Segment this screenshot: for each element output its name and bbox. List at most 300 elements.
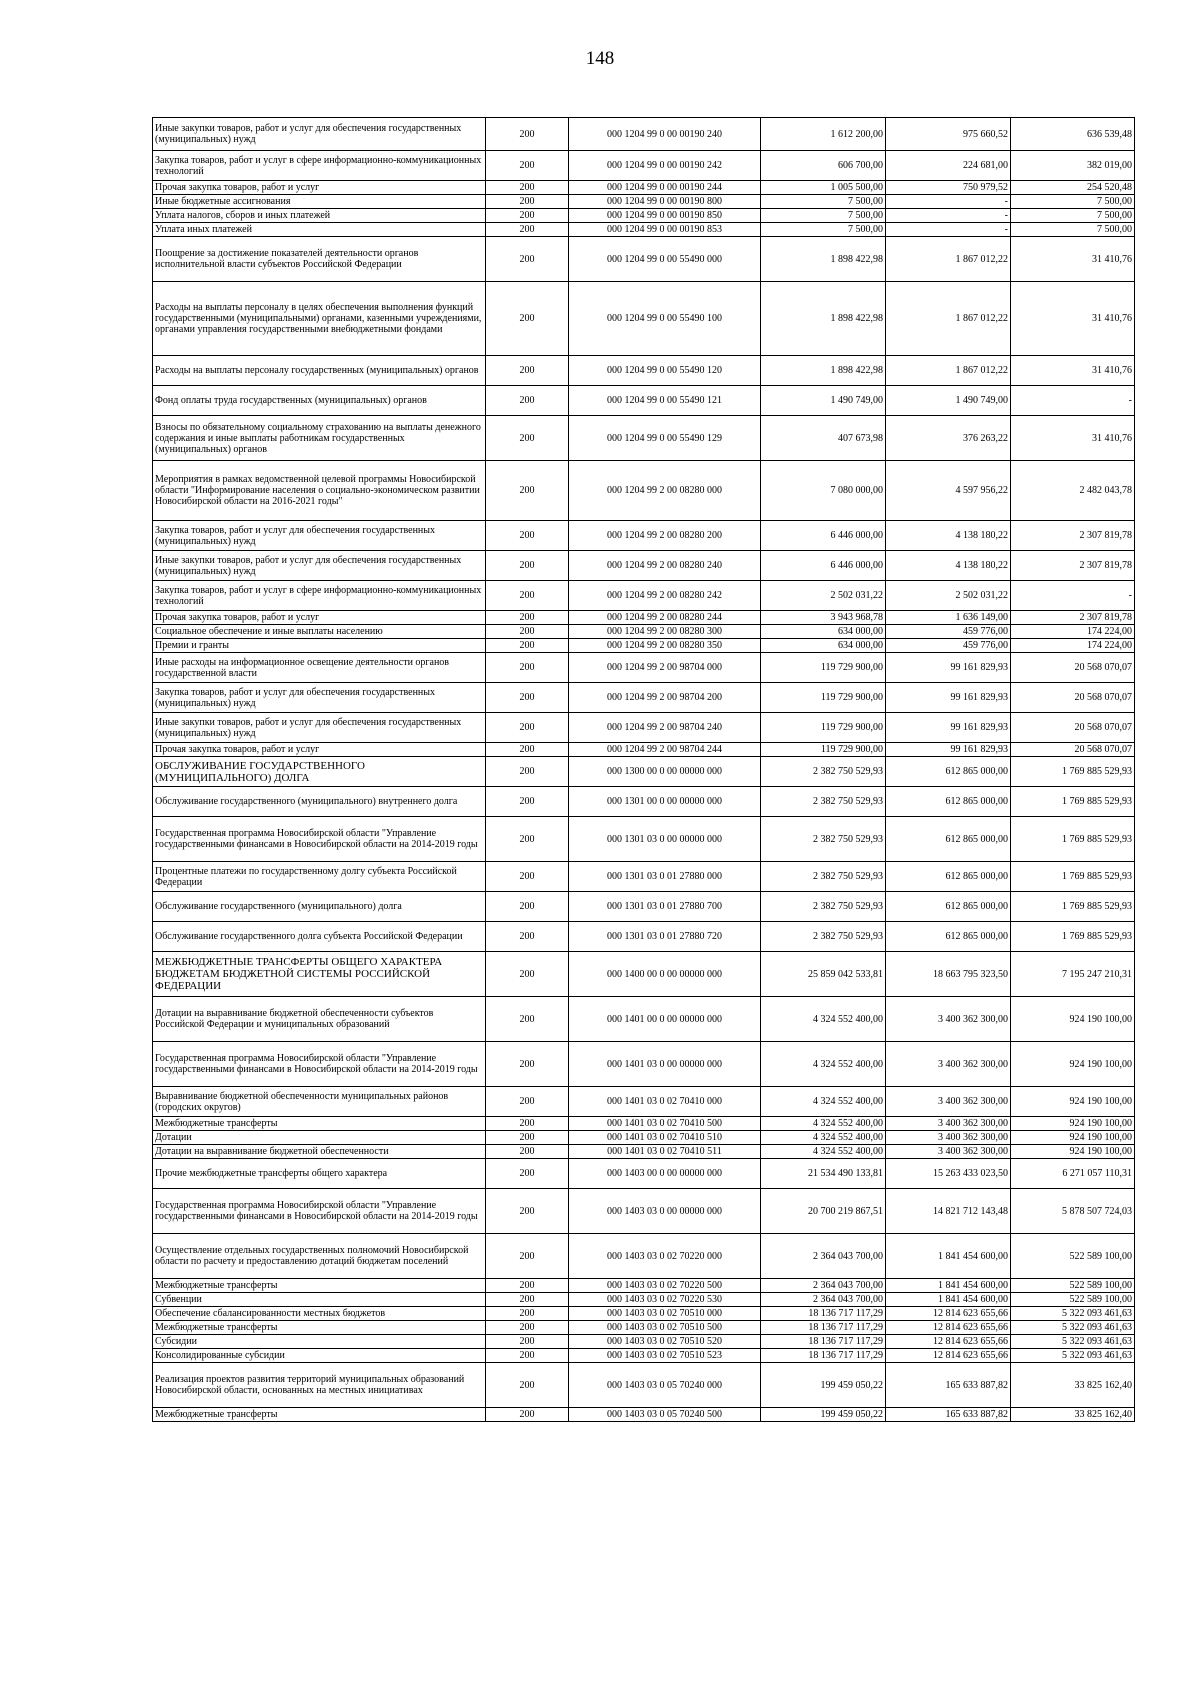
row-approved-amount: 1 490 749,00 [761,386,886,416]
row-name: ОБСЛУЖИВАНИЕ ГОСУДАРСТВЕННОГО (МУНИЦИПАЛЬНОГО) ДОЛГА [153,757,486,787]
row-executed-amount: 14 821 712 143,48 [886,1189,1011,1234]
row-executed-amount: 99 161 829,93 [886,683,1011,713]
table-row [153,551,1135,581]
row-classification-code: 000 1204 99 0 00 55490 000 [569,237,761,282]
row-name: Обслуживание государственного (муниципального) внутреннего долга [153,787,486,817]
table-row [153,1363,1135,1408]
row-classification-code: 000 1300 00 0 00 00000 000 [569,757,761,787]
row-unexecuted-amount: 5 322 093 461,63 [1011,1335,1135,1349]
row-classification-code: 000 1301 00 0 00 00000 000 [569,787,761,817]
row-unexecuted-amount: 382 019,00 [1011,151,1135,181]
row-admin-code: 200 [486,521,569,551]
table-row [153,181,1135,195]
row-unexecuted-amount: 174 224,00 [1011,639,1135,653]
row-admin-code: 200 [486,892,569,922]
row-name: Уплата налогов, сборов и иных платежей [153,209,486,223]
row-name: Фонд оплаты труда государственных (муниципальных) органов [153,386,486,416]
row-classification-code: 000 1204 99 2 00 98704 200 [569,683,761,713]
row-approved-amount: 2 382 750 529,93 [761,862,886,892]
row-approved-amount: 4 324 552 400,00 [761,997,886,1042]
row-unexecuted-amount: - [1011,386,1135,416]
row-unexecuted-amount: 924 190 100,00 [1011,1131,1135,1145]
table-row [153,118,1135,151]
row-unexecuted-amount: 1 769 885 529,93 [1011,862,1135,892]
row-classification-code: 000 1204 99 2 00 08280 200 [569,521,761,551]
row-admin-code: 200 [486,1234,569,1279]
row-name: Межбюджетные трансферты [153,1279,486,1293]
table-row [153,1307,1135,1321]
table-row [153,237,1135,282]
row-executed-amount: 4 138 180,22 [886,551,1011,581]
row-executed-amount: 612 865 000,00 [886,892,1011,922]
table-row [153,862,1135,892]
row-approved-amount: 119 729 900,00 [761,743,886,757]
row-name: Расходы на выплаты персоналу государственных (муниципальных) органов [153,356,486,386]
row-unexecuted-amount: 7 500,00 [1011,223,1135,237]
row-name: Государственная программа Новосибирской области "Управление государственными финансами в Новосибирской области на 2014-2019 годы [153,1042,486,1087]
row-admin-code: 200 [486,625,569,639]
row-approved-amount: 2 382 750 529,93 [761,892,886,922]
row-admin-code: 200 [486,1349,569,1363]
row-admin-code: 200 [486,817,569,862]
row-classification-code: 000 1204 99 0 00 00190 853 [569,223,761,237]
table-row [153,639,1135,653]
row-admin-code: 200 [486,1145,569,1159]
row-approved-amount: 1 005 500,00 [761,181,886,195]
row-executed-amount: 99 161 829,93 [886,743,1011,757]
row-name: Обслуживание государственного (муниципального) долга [153,892,486,922]
table-row [153,787,1135,817]
row-approved-amount: 1 612 200,00 [761,118,886,151]
row-unexecuted-amount: 20 568 070,07 [1011,743,1135,757]
row-executed-amount: 3 400 362 300,00 [886,997,1011,1042]
row-admin-code: 200 [486,922,569,952]
table-row [153,356,1135,386]
row-name: Взносы по обязательному социальному страхованию на выплаты денежного содержания и иные выплаты работникам государственных (муниципальных) органов [153,416,486,461]
row-name: Субвенции [153,1293,486,1307]
row-classification-code: 000 1204 99 0 00 55490 120 [569,356,761,386]
row-unexecuted-amount: 33 825 162,40 [1011,1363,1135,1408]
table-row [153,1234,1135,1279]
budget-table [152,117,1135,1422]
row-admin-code: 200 [486,1087,569,1117]
row-unexecuted-amount: 31 410,76 [1011,282,1135,356]
row-unexecuted-amount: 20 568 070,07 [1011,713,1135,743]
row-name: Поощрение за достижение показателей деятельности органов исполнительной власти субъектов Российской Федерации [153,237,486,282]
row-unexecuted-amount: 31 410,76 [1011,356,1135,386]
row-name: Расходы на выплаты персоналу в целях обеспечения выполнения функций государственными (муниципальными) органами, казенными учреждениями, органами управления государственными внебюджетными фондами [153,282,486,356]
row-approved-amount: 2 382 750 529,93 [761,922,886,952]
row-admin-code: 200 [486,1279,569,1293]
row-unexecuted-amount: 2 482 043,78 [1011,461,1135,521]
row-unexecuted-amount: - [1011,581,1135,611]
row-executed-amount: 612 865 000,00 [886,787,1011,817]
row-name: Иные бюджетные ассигнования [153,195,486,209]
row-approved-amount: 606 700,00 [761,151,886,181]
table-row [153,892,1135,922]
row-approved-amount: 4 324 552 400,00 [761,1131,886,1145]
row-executed-amount: 12 814 623 655,66 [886,1349,1011,1363]
row-classification-code: 000 1403 03 0 02 70510 500 [569,1321,761,1335]
table-row [153,922,1135,952]
row-executed-amount: 3 400 362 300,00 [886,1145,1011,1159]
row-executed-amount: 612 865 000,00 [886,757,1011,787]
row-executed-amount: 459 776,00 [886,625,1011,639]
row-name: Прочая закупка товаров, работ и услуг [153,181,486,195]
row-classification-code: 000 1403 03 0 00 00000 000 [569,1189,761,1234]
row-admin-code: 200 [486,282,569,356]
row-classification-code: 000 1204 99 0 00 00190 242 [569,151,761,181]
table-row [153,581,1135,611]
row-executed-amount: 1 490 749,00 [886,386,1011,416]
row-unexecuted-amount: 5 878 507 724,03 [1011,1189,1135,1234]
row-unexecuted-amount: 254 520,48 [1011,181,1135,195]
row-approved-amount: 2 382 750 529,93 [761,757,886,787]
row-name: Иные закупки товаров, работ и услуг для обеспечения государственных (муниципальных) нужд [153,551,486,581]
row-unexecuted-amount: 2 307 819,78 [1011,611,1135,625]
row-approved-amount: 1 898 422,98 [761,237,886,282]
row-approved-amount: 25 859 042 533,81 [761,952,886,997]
table-row [153,223,1135,237]
table-row [153,1087,1135,1117]
row-name: Государственная программа Новосибирской области "Управление государственными финансами в Новосибирской области на 2014-2019 годы [153,1189,486,1234]
row-classification-code: 000 1403 03 0 05 70240 000 [569,1363,761,1408]
row-unexecuted-amount: 522 589 100,00 [1011,1234,1135,1279]
row-classification-code: 000 1403 03 0 02 70510 523 [569,1349,761,1363]
row-classification-code: 000 1400 00 0 00 00000 000 [569,952,761,997]
row-unexecuted-amount: 20 568 070,07 [1011,683,1135,713]
row-approved-amount: 3 943 968,78 [761,611,886,625]
table-body [153,118,1135,1422]
row-unexecuted-amount: 1 769 885 529,93 [1011,757,1135,787]
row-classification-code: 000 1204 99 2 00 08280 300 [569,625,761,639]
row-admin-code: 200 [486,1307,569,1321]
row-approved-amount: 407 673,98 [761,416,886,461]
row-name: Обеспечение сбалансированности местных бюджетов [153,1307,486,1321]
row-executed-amount: 1 841 454 600,00 [886,1279,1011,1293]
row-approved-amount: 4 324 552 400,00 [761,1087,886,1117]
row-name: Реализация проектов развития территорий муниципальных образований Новосибирской области, основанных на местных инициативах [153,1363,486,1408]
row-approved-amount: 7 500,00 [761,209,886,223]
row-name: Закупка товаров, работ и услуг в сфере информационно-коммуникационных технологий [153,151,486,181]
row-name: Межбюджетные трансферты [153,1321,486,1335]
table-row [153,209,1135,223]
row-approved-amount: 1 898 422,98 [761,282,886,356]
row-classification-code: 000 1403 03 0 05 70240 500 [569,1408,761,1422]
row-admin-code: 200 [486,639,569,653]
row-unexecuted-amount: 2 307 819,78 [1011,521,1135,551]
row-classification-code: 000 1301 03 0 01 27880 700 [569,892,761,922]
table-row [153,521,1135,551]
table-row [153,1321,1135,1335]
table-row [153,952,1135,997]
table-row [153,1159,1135,1189]
row-name: Закупка товаров, работ и услуг в сфере информационно-коммуникационных технологий [153,581,486,611]
row-admin-code: 200 [486,683,569,713]
row-admin-code: 200 [486,195,569,209]
table-row [153,195,1135,209]
row-executed-amount: 2 502 031,22 [886,581,1011,611]
row-executed-amount: 165 633 887,82 [886,1408,1011,1422]
row-admin-code: 200 [486,787,569,817]
row-executed-amount: 165 633 887,82 [886,1363,1011,1408]
row-admin-code: 200 [486,757,569,787]
row-name: Выравнивание бюджетной обеспеченности муниципальных районов (городских округов) [153,1087,486,1117]
table-row [153,386,1135,416]
row-admin-code: 200 [486,1321,569,1335]
row-executed-amount: 1 867 012,22 [886,237,1011,282]
table-row [153,1279,1135,1293]
row-name: Межбюджетные трансферты [153,1117,486,1131]
row-admin-code: 200 [486,1293,569,1307]
row-classification-code: 000 1301 03 0 01 27880 720 [569,922,761,952]
table-row [153,1145,1135,1159]
row-unexecuted-amount: 6 271 057 110,31 [1011,1159,1135,1189]
row-approved-amount: 634 000,00 [761,625,886,639]
row-classification-code: 000 1204 99 2 00 08280 242 [569,581,761,611]
row-approved-amount: 199 459 050,22 [761,1363,886,1408]
row-executed-amount: 4 597 956,22 [886,461,1011,521]
row-approved-amount: 20 700 219 867,51 [761,1189,886,1234]
row-classification-code: 000 1403 03 0 02 70510 000 [569,1307,761,1321]
row-admin-code: 200 [486,1189,569,1234]
row-approved-amount: 6 446 000,00 [761,521,886,551]
row-executed-amount: 459 776,00 [886,639,1011,653]
row-classification-code: 000 1204 99 2 00 08280 244 [569,611,761,625]
row-admin-code: 200 [486,611,569,625]
table-row [153,997,1135,1042]
row-admin-code: 200 [486,223,569,237]
row-admin-code: 200 [486,743,569,757]
row-admin-code: 200 [486,461,569,521]
row-approved-amount: 119 729 900,00 [761,713,886,743]
row-approved-amount: 18 136 717 117,29 [761,1349,886,1363]
row-executed-amount: 1 867 012,22 [886,282,1011,356]
page-number: 148 [585,48,615,69]
row-name: Консолидированные субсидии [153,1349,486,1363]
row-unexecuted-amount: 522 589 100,00 [1011,1279,1135,1293]
row-approved-amount: 2 382 750 529,93 [761,787,886,817]
row-name: МЕЖБЮДЖЕТНЫЕ ТРАНСФЕРТЫ ОБЩЕГО ХАРАКТЕРА БЮДЖЕТАМ БЮДЖЕТНОЙ СИСТЕМЫ РОССИЙСКОЙ ФЕДЕРАЦИИ [153,952,486,997]
table-row [153,653,1135,683]
row-executed-amount: 4 138 180,22 [886,521,1011,551]
row-unexecuted-amount: 1 769 885 529,93 [1011,892,1135,922]
row-unexecuted-amount: 924 190 100,00 [1011,1117,1135,1131]
row-approved-amount: 4 324 552 400,00 [761,1042,886,1087]
row-unexecuted-amount: 924 190 100,00 [1011,1087,1135,1117]
table-row [153,416,1135,461]
row-executed-amount: 12 814 623 655,66 [886,1335,1011,1349]
table-row [153,1349,1135,1363]
row-admin-code: 200 [486,713,569,743]
row-approved-amount: 1 898 422,98 [761,356,886,386]
row-executed-amount: 612 865 000,00 [886,817,1011,862]
table-row [153,1335,1135,1349]
row-classification-code: 000 1204 99 0 00 55490 100 [569,282,761,356]
row-classification-code: 000 1204 99 2 00 08280 350 [569,639,761,653]
row-classification-code: 000 1204 99 0 00 55490 121 [569,386,761,416]
row-unexecuted-amount: 5 322 093 461,63 [1011,1307,1135,1321]
row-approved-amount: 21 534 490 133,81 [761,1159,886,1189]
row-executed-amount: 612 865 000,00 [886,922,1011,952]
row-admin-code: 200 [486,1117,569,1131]
row-unexecuted-amount: 7 500,00 [1011,209,1135,223]
row-executed-amount: 1 636 149,00 [886,611,1011,625]
row-name: Мероприятия в рамках ведомственной целевой программы Новосибирской области "Информирование населения о социально-экономическом развитии Новосибирской области на 2016-2021 годы" [153,461,486,521]
table-row [153,743,1135,757]
row-admin-code: 200 [486,416,569,461]
table-row [153,1408,1135,1422]
row-classification-code: 000 1401 03 0 02 70410 510 [569,1131,761,1145]
row-unexecuted-amount: 522 589 100,00 [1011,1293,1135,1307]
row-name: Прочие межбюджетные трансферты общего характера [153,1159,486,1189]
row-admin-code: 200 [486,386,569,416]
row-name: Уплата иных платежей [153,223,486,237]
row-approved-amount: 18 136 717 117,29 [761,1335,886,1349]
row-admin-code: 200 [486,581,569,611]
row-approved-amount: 7 500,00 [761,195,886,209]
row-name: Социальное обеспечение и иные выплаты населению [153,625,486,639]
row-classification-code: 000 1401 00 0 00 00000 000 [569,997,761,1042]
row-name: Прочая закупка товаров, работ и услуг [153,743,486,757]
table-row [153,625,1135,639]
row-admin-code: 200 [486,356,569,386]
row-admin-code: 200 [486,181,569,195]
row-unexecuted-amount: 5 322 093 461,63 [1011,1349,1135,1363]
row-classification-code: 000 1204 99 0 00 00190 244 [569,181,761,195]
row-name: Премии и гранты [153,639,486,653]
row-executed-amount: 3 400 362 300,00 [886,1042,1011,1087]
row-approved-amount: 119 729 900,00 [761,653,886,683]
row-classification-code: 000 1204 99 2 00 98704 240 [569,713,761,743]
row-executed-amount: - [886,209,1011,223]
row-admin-code: 200 [486,1363,569,1408]
row-executed-amount: - [886,195,1011,209]
row-classification-code: 000 1403 03 0 02 70510 520 [569,1335,761,1349]
row-approved-amount: 2 382 750 529,93 [761,817,886,862]
table-row [153,1293,1135,1307]
row-admin-code: 200 [486,551,569,581]
row-admin-code: 200 [486,653,569,683]
row-approved-amount: 119 729 900,00 [761,683,886,713]
row-admin-code: 200 [486,862,569,892]
row-executed-amount: 975 660,52 [886,118,1011,151]
row-executed-amount: 15 263 433 023,50 [886,1159,1011,1189]
table-row [153,757,1135,787]
row-admin-code: 200 [486,151,569,181]
row-approved-amount: 18 136 717 117,29 [761,1307,886,1321]
row-admin-code: 200 [486,118,569,151]
row-admin-code: 200 [486,952,569,997]
row-admin-code: 200 [486,1131,569,1145]
row-classification-code: 000 1403 03 0 02 70220 000 [569,1234,761,1279]
row-unexecuted-amount: 31 410,76 [1011,416,1135,461]
row-unexecuted-amount: 1 769 885 529,93 [1011,922,1135,952]
row-approved-amount: 2 502 031,22 [761,581,886,611]
row-name: Осуществление отдельных государственных полномочий Новосибирской области по расчету и предоставлению дотаций бюджетам поселений [153,1234,486,1279]
row-unexecuted-amount: 33 825 162,40 [1011,1408,1135,1422]
row-classification-code: 000 1204 99 0 00 00190 850 [569,209,761,223]
row-unexecuted-amount: 5 322 093 461,63 [1011,1321,1135,1335]
row-executed-amount: 224 681,00 [886,151,1011,181]
row-name: Иные закупки товаров, работ и услуг для обеспечения государственных (муниципальных) нужд [153,118,486,151]
row-approved-amount: 7 500,00 [761,223,886,237]
row-executed-amount: 612 865 000,00 [886,862,1011,892]
table-row [153,611,1135,625]
row-name: Закупка товаров, работ и услуг для обеспечения государственных (муниципальных) нужд [153,683,486,713]
table-row [153,713,1135,743]
row-name: Закупка товаров, работ и услуг для обеспечения государственных (муниципальных) нужд [153,521,486,551]
row-classification-code: 000 1204 99 2 00 98704 244 [569,743,761,757]
row-name: Дотации на выравнивание бюджетной обеспеченности [153,1145,486,1159]
row-classification-code: 000 1204 99 0 00 55490 129 [569,416,761,461]
row-executed-amount: 3 400 362 300,00 [886,1117,1011,1131]
row-executed-amount: 12 814 623 655,66 [886,1321,1011,1335]
row-executed-amount: 1 841 454 600,00 [886,1234,1011,1279]
row-executed-amount: 99 161 829,93 [886,713,1011,743]
row-unexecuted-amount: 174 224,00 [1011,625,1135,639]
row-approved-amount: 4 324 552 400,00 [761,1145,886,1159]
row-unexecuted-amount: 31 410,76 [1011,237,1135,282]
row-classification-code: 000 1204 99 0 00 00190 800 [569,195,761,209]
table-row [153,282,1135,356]
row-classification-code: 000 1204 99 2 00 98704 000 [569,653,761,683]
row-name: Иные расходы на информационное освещение деятельности органов государственной власти [153,653,486,683]
row-classification-code: 000 1204 99 0 00 00190 240 [569,118,761,151]
row-approved-amount: 2 364 043 700,00 [761,1234,886,1279]
row-admin-code: 200 [486,1159,569,1189]
row-admin-code: 200 [486,1335,569,1349]
row-name: Государственная программа Новосибирской области "Управление государственными финансами в Новосибирской области на 2014-2019 годы [153,817,486,862]
row-classification-code: 000 1401 03 0 02 70410 500 [569,1117,761,1131]
row-name: Обслуживание государственного долга субъекта Российской Федерации [153,922,486,952]
row-classification-code: 000 1401 03 0 02 70410 000 [569,1087,761,1117]
row-classification-code: 000 1204 99 2 00 08280 240 [569,551,761,581]
table-row [153,817,1135,862]
row-classification-code: 000 1301 03 0 01 27880 000 [569,862,761,892]
row-classification-code: 000 1401 03 0 00 00000 000 [569,1042,761,1087]
row-executed-amount: 750 979,52 [886,181,1011,195]
row-approved-amount: 18 136 717 117,29 [761,1321,886,1335]
row-name: Дотации [153,1131,486,1145]
table-row [153,1131,1135,1145]
row-name: Дотации на выравнивание бюджетной обеспеченности субъектов Российской Федерации и муниципальных образований [153,997,486,1042]
row-unexecuted-amount: 924 190 100,00 [1011,1145,1135,1159]
row-classification-code: 000 1401 03 0 02 70410 511 [569,1145,761,1159]
row-name: Процентные платежи по государственному долгу субъекта Российской Федерации [153,862,486,892]
row-unexecuted-amount: 7 500,00 [1011,195,1135,209]
row-name: Иные закупки товаров, работ и услуг для обеспечения государственных (муниципальных) нужд [153,713,486,743]
row-unexecuted-amount: 20 568 070,07 [1011,653,1135,683]
row-approved-amount: 2 364 043 700,00 [761,1293,886,1307]
table-row [153,151,1135,181]
row-classification-code: 000 1301 03 0 00 00000 000 [569,817,761,862]
row-admin-code: 200 [486,237,569,282]
row-admin-code: 200 [486,209,569,223]
row-executed-amount: 12 814 623 655,66 [886,1307,1011,1321]
row-admin-code: 200 [486,1408,569,1422]
table-row [153,1117,1135,1131]
row-unexecuted-amount: 924 190 100,00 [1011,1042,1135,1087]
row-name: Прочая закупка товаров, работ и услуг [153,611,486,625]
row-executed-amount: 1 841 454 600,00 [886,1293,1011,1307]
row-approved-amount: 6 446 000,00 [761,551,886,581]
row-executed-amount: 3 400 362 300,00 [886,1087,1011,1117]
row-executed-amount: 18 663 795 323,50 [886,952,1011,997]
row-unexecuted-amount: 924 190 100,00 [1011,997,1135,1042]
row-admin-code: 200 [486,1042,569,1087]
row-classification-code: 000 1204 99 2 00 08280 000 [569,461,761,521]
